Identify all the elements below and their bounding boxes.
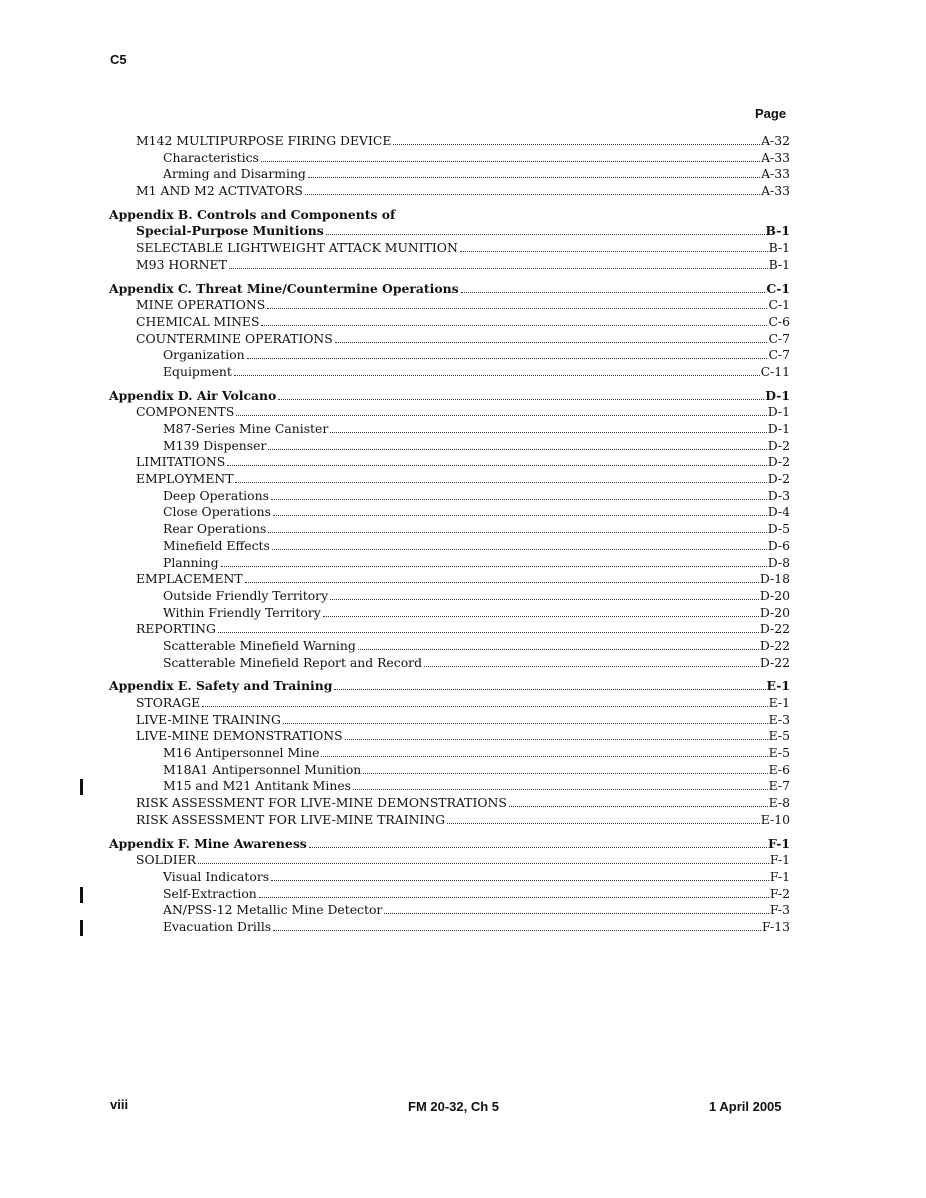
toc-entry-title: Outside Friendly Territory xyxy=(163,587,329,603)
toc-entry-title: EMPLACEMENT xyxy=(136,571,243,587)
dot-leader xyxy=(335,342,768,343)
dot-leader xyxy=(202,706,768,707)
toc-entry-page: A-32 xyxy=(761,133,790,148)
dot-leader xyxy=(283,723,768,724)
toc-appendix-entry[interactable] xyxy=(109,223,790,240)
table-of-contents xyxy=(109,133,790,936)
dot-leader xyxy=(330,432,766,433)
dot-leader xyxy=(218,632,759,633)
toc-entry[interactable] xyxy=(109,488,790,505)
dot-leader xyxy=(309,847,767,848)
toc-entry-title: RISK ASSESSMENT FOR LIVE-MINE TRAINING xyxy=(136,811,446,827)
toc-entry-title: SELECTABLE LIGHTWEIGHT ATTACK MUNITION xyxy=(136,240,458,256)
toc-entry[interactable] xyxy=(109,778,790,795)
toc-entry-title: Rear Operations xyxy=(163,521,267,537)
toc-appendix-entry[interactable] xyxy=(109,678,790,695)
toc-entry-title: COUNTERMINE OPERATIONS xyxy=(136,330,333,346)
toc-entry-title: Visual Indicators xyxy=(163,868,270,884)
toc-entry-title: Appendix B. Controls and Components of xyxy=(109,206,396,222)
dot-leader xyxy=(345,739,768,740)
toc-entry-title: Scatterable Minefield Warning xyxy=(163,637,356,653)
toc-entry[interactable] xyxy=(109,538,790,555)
dot-leader xyxy=(308,177,760,178)
dot-leader xyxy=(267,308,767,309)
toc-entry-page: F-3 xyxy=(769,902,790,918)
toc-entry[interactable] xyxy=(109,404,790,421)
toc-entry[interactable] xyxy=(109,605,790,622)
toc-entry-title: M93 HORNET xyxy=(136,256,227,272)
toc-entry[interactable] xyxy=(109,438,790,455)
toc-entry-page: E-5 xyxy=(768,745,790,761)
toc-entry-title: M18A1 Antipersonnel Munition xyxy=(163,761,362,777)
toc-entry-title: REPORTING xyxy=(136,621,216,637)
toc-entry-page: F-1 xyxy=(767,835,790,851)
change-marker: C5 xyxy=(110,52,127,67)
toc-entry[interactable] xyxy=(109,869,790,886)
toc-entry-page: F-2 xyxy=(769,885,790,901)
dot-leader xyxy=(271,499,767,500)
dot-leader xyxy=(358,649,759,650)
toc-entry-page: E-1 xyxy=(768,695,790,710)
toc-entry-page: D-18 xyxy=(759,571,790,587)
dot-leader xyxy=(273,515,767,516)
dot-leader xyxy=(227,465,767,466)
toc-entry-page: E-7 xyxy=(768,778,790,794)
toc-entry-page: E-10 xyxy=(760,811,790,827)
toc-entry-title: Within Friendly Territory xyxy=(163,604,321,620)
toc-entry[interactable] xyxy=(109,454,790,471)
toc-entry-title: Scatterable Minefield Report and Record xyxy=(163,654,423,670)
toc-entry[interactable] xyxy=(109,521,790,538)
toc-entry-title: Deep Operations xyxy=(163,487,269,503)
toc-entry-title: M16 Antipersonnel Mine xyxy=(163,745,320,761)
section-gap xyxy=(109,829,790,836)
dot-leader xyxy=(268,449,766,450)
toc-entry-title: M139 Dispenser xyxy=(163,437,267,453)
toc-entry[interactable] xyxy=(109,421,790,438)
change-bar xyxy=(80,887,83,903)
toc-entry-page: A-33 xyxy=(761,183,790,199)
toc-entry-title: STORAGE xyxy=(136,695,201,710)
toc-entry-page: D-22 xyxy=(759,654,790,670)
footer-manual-id: FM 20-32, Ch 5 xyxy=(408,1099,500,1114)
toc-entry[interactable] xyxy=(109,183,790,200)
toc-entry-page: E-5 xyxy=(768,728,790,744)
toc-entry-title: Special-Purpose Munitions xyxy=(136,223,324,239)
toc-entry-page: D-3 xyxy=(767,487,790,503)
toc-entry-title: SOLDIER xyxy=(136,852,197,868)
dot-leader xyxy=(245,582,759,583)
dot-leader xyxy=(460,251,768,252)
toc-entry-title: CHEMICAL MINES xyxy=(136,313,260,329)
toc-entry-page: D-2 xyxy=(767,454,790,470)
toc-entry[interactable] xyxy=(109,166,790,183)
toc-entry-page: D-1 xyxy=(765,387,790,403)
dot-leader xyxy=(509,806,768,807)
dot-leader xyxy=(235,482,766,483)
dot-leader xyxy=(305,194,760,195)
dot-leader xyxy=(273,930,761,931)
toc-appendix-entry[interactable] xyxy=(109,207,790,224)
toc-entry-page: B-1 xyxy=(768,240,790,256)
toc-entry[interactable] xyxy=(109,471,790,488)
toc-entry-page: D-2 xyxy=(767,471,790,487)
change-bar xyxy=(80,920,83,936)
toc-entry[interactable] xyxy=(109,902,790,919)
toc-entry[interactable] xyxy=(109,655,790,672)
page-column-heading: Page xyxy=(755,106,787,121)
dot-leader xyxy=(229,268,768,269)
dot-leader xyxy=(259,897,769,898)
toc-entry-page: D-5 xyxy=(767,521,790,537)
dot-leader xyxy=(384,913,769,914)
toc-entry-page: D-20 xyxy=(759,604,790,620)
section-gap xyxy=(109,274,790,281)
dot-leader xyxy=(461,292,766,293)
toc-entry[interactable] xyxy=(109,795,790,812)
toc-entry-page: D-22 xyxy=(759,637,790,653)
toc-appendix-entry[interactable] xyxy=(109,836,790,853)
dot-leader xyxy=(236,415,766,416)
dot-leader xyxy=(271,880,769,881)
dot-leader xyxy=(261,325,767,326)
toc-entry[interactable] xyxy=(109,621,790,638)
section-gap xyxy=(109,671,790,678)
dot-leader xyxy=(330,599,759,600)
dot-leader xyxy=(424,666,759,667)
toc-entry[interactable] xyxy=(109,571,790,588)
toc-entry-title: EMPLOYMENT xyxy=(136,471,234,487)
toc-entry[interactable] xyxy=(109,331,790,348)
dot-leader xyxy=(278,399,764,400)
toc-entry[interactable] xyxy=(109,555,790,572)
toc-entry[interactable] xyxy=(109,745,790,762)
toc-entry-page: E-6 xyxy=(768,761,790,777)
toc-entry-page: D-1 xyxy=(767,421,790,436)
toc-entry-title: MINE OPERATIONS xyxy=(136,297,266,313)
toc-entry-title: Minefield Effects xyxy=(163,537,270,553)
dot-leader xyxy=(323,616,759,617)
dot-leader xyxy=(234,375,760,376)
toc-entry-page: D-2 xyxy=(767,437,790,453)
toc-entry-title: LIMITATIONS xyxy=(136,454,226,470)
toc-appendix-entry[interactable] xyxy=(109,388,790,405)
toc-entry[interactable] xyxy=(109,762,790,779)
dot-leader xyxy=(198,863,769,864)
toc-entry-page: A-33 xyxy=(761,166,790,182)
toc-entry-title: Self-Extraction xyxy=(163,885,257,901)
toc-entry-title: LIVE-MINE DEMONSTRATIONS xyxy=(136,728,343,744)
dot-leader xyxy=(247,358,768,359)
dot-leader xyxy=(326,234,765,235)
toc-entry[interactable] xyxy=(109,886,790,903)
toc-entry-title: Evacuation Drills xyxy=(163,918,272,934)
footer-date: 1 April 2005 xyxy=(709,1099,782,1114)
toc-entry-page: E-1 xyxy=(766,678,790,694)
toc-entry-title: RISK ASSESSMENT FOR LIVE-MINE DEMONSTRATIONS xyxy=(136,795,507,811)
toc-entry-title: Arming and Disarming xyxy=(163,166,306,182)
toc-entry-page: A-33 xyxy=(761,149,790,165)
dot-leader xyxy=(447,823,760,824)
dot-leader xyxy=(363,773,767,774)
toc-entry[interactable] xyxy=(109,695,790,712)
toc-entry-page: D-4 xyxy=(767,504,790,520)
toc-entry-page: D-8 xyxy=(767,554,790,570)
toc-entry[interactable] xyxy=(109,919,790,936)
toc-entry-page: B-1 xyxy=(765,223,790,239)
toc-entry-title: M142 MULTIPURPOSE FIRING DEVICE xyxy=(136,133,392,148)
toc-entry-page: F-1 xyxy=(769,868,790,884)
toc-entry[interactable] xyxy=(109,347,790,364)
toc-entry-title: Appendix C. Threat Mine/Countermine Operations xyxy=(109,280,459,296)
toc-entry[interactable] xyxy=(109,297,790,314)
toc-entry-page: C-7 xyxy=(768,330,790,346)
toc-entry-title: Appendix D. Air Volcano xyxy=(109,387,277,403)
toc-appendix-entry[interactable] xyxy=(109,281,790,298)
dot-leader xyxy=(221,566,767,567)
toc-entry-page: E-8 xyxy=(768,795,790,811)
toc-entry-page: C-6 xyxy=(768,313,790,329)
toc-entry[interactable] xyxy=(109,852,790,869)
toc-entry-page: D-22 xyxy=(759,621,790,637)
toc-entry-title: LIVE-MINE TRAINING xyxy=(136,711,281,727)
toc-entry[interactable] xyxy=(109,504,790,521)
toc-entry[interactable] xyxy=(109,712,790,729)
toc-entry[interactable] xyxy=(109,257,790,274)
toc-entry-page: C-1 xyxy=(768,297,790,313)
toc-entry-title: Planning xyxy=(163,554,219,570)
toc-entry-page: D-6 xyxy=(767,537,790,553)
section-gap xyxy=(109,200,790,207)
dot-leader xyxy=(268,532,766,533)
dot-leader xyxy=(334,689,765,690)
toc-entry[interactable] xyxy=(109,728,790,745)
toc-entry-page: E-3 xyxy=(768,711,790,727)
toc-entry-title: Appendix E. Safety and Training xyxy=(109,678,333,694)
toc-entry-page: F-1 xyxy=(769,852,790,868)
toc-entry-page: C-1 xyxy=(766,280,790,296)
footer-page-number: viii xyxy=(110,1097,129,1112)
toc-entry-page: D-20 xyxy=(759,587,790,603)
toc-entry-title: Organization xyxy=(163,347,245,363)
toc-entry[interactable] xyxy=(109,364,790,381)
dot-leader xyxy=(393,144,760,145)
toc-entry-title: Equipment xyxy=(163,363,232,379)
toc-entry-title: AN/PSS-12 Metallic Mine Detector xyxy=(163,902,383,918)
toc-entry[interactable] xyxy=(109,133,790,150)
toc-entry-page: C-7 xyxy=(768,347,790,363)
toc-entry-page: C-11 xyxy=(760,363,790,379)
toc-entry-page: B-1 xyxy=(768,256,790,272)
toc-entry-title: Characteristics xyxy=(163,149,259,165)
toc-entry[interactable] xyxy=(109,588,790,605)
section-gap xyxy=(109,381,790,388)
toc-entry-page: D-1 xyxy=(767,404,790,420)
dot-leader xyxy=(353,789,768,790)
toc-entry-title: COMPONENTS xyxy=(136,404,235,420)
toc-entry[interactable] xyxy=(109,150,790,167)
toc-entry[interactable] xyxy=(109,314,790,331)
change-bar xyxy=(80,779,83,795)
toc-entry-page: F-13 xyxy=(762,918,790,934)
toc-entry-title: Close Operations xyxy=(163,504,272,520)
dot-leader xyxy=(261,161,760,162)
toc-entry[interactable] xyxy=(109,812,790,829)
toc-entry-title: M1 AND M2 ACTIVATORS xyxy=(136,183,303,199)
toc-entry[interactable] xyxy=(109,240,790,257)
dot-leader xyxy=(272,549,767,550)
toc-entry-title: Appendix F. Mine Awareness xyxy=(109,835,307,851)
toc-entry-title: M15 and M21 Antitank Mines xyxy=(163,778,352,794)
toc-entry-title: M87-Series Mine Canister xyxy=(163,421,329,436)
toc-entry[interactable] xyxy=(109,638,790,655)
dot-leader xyxy=(321,756,767,757)
